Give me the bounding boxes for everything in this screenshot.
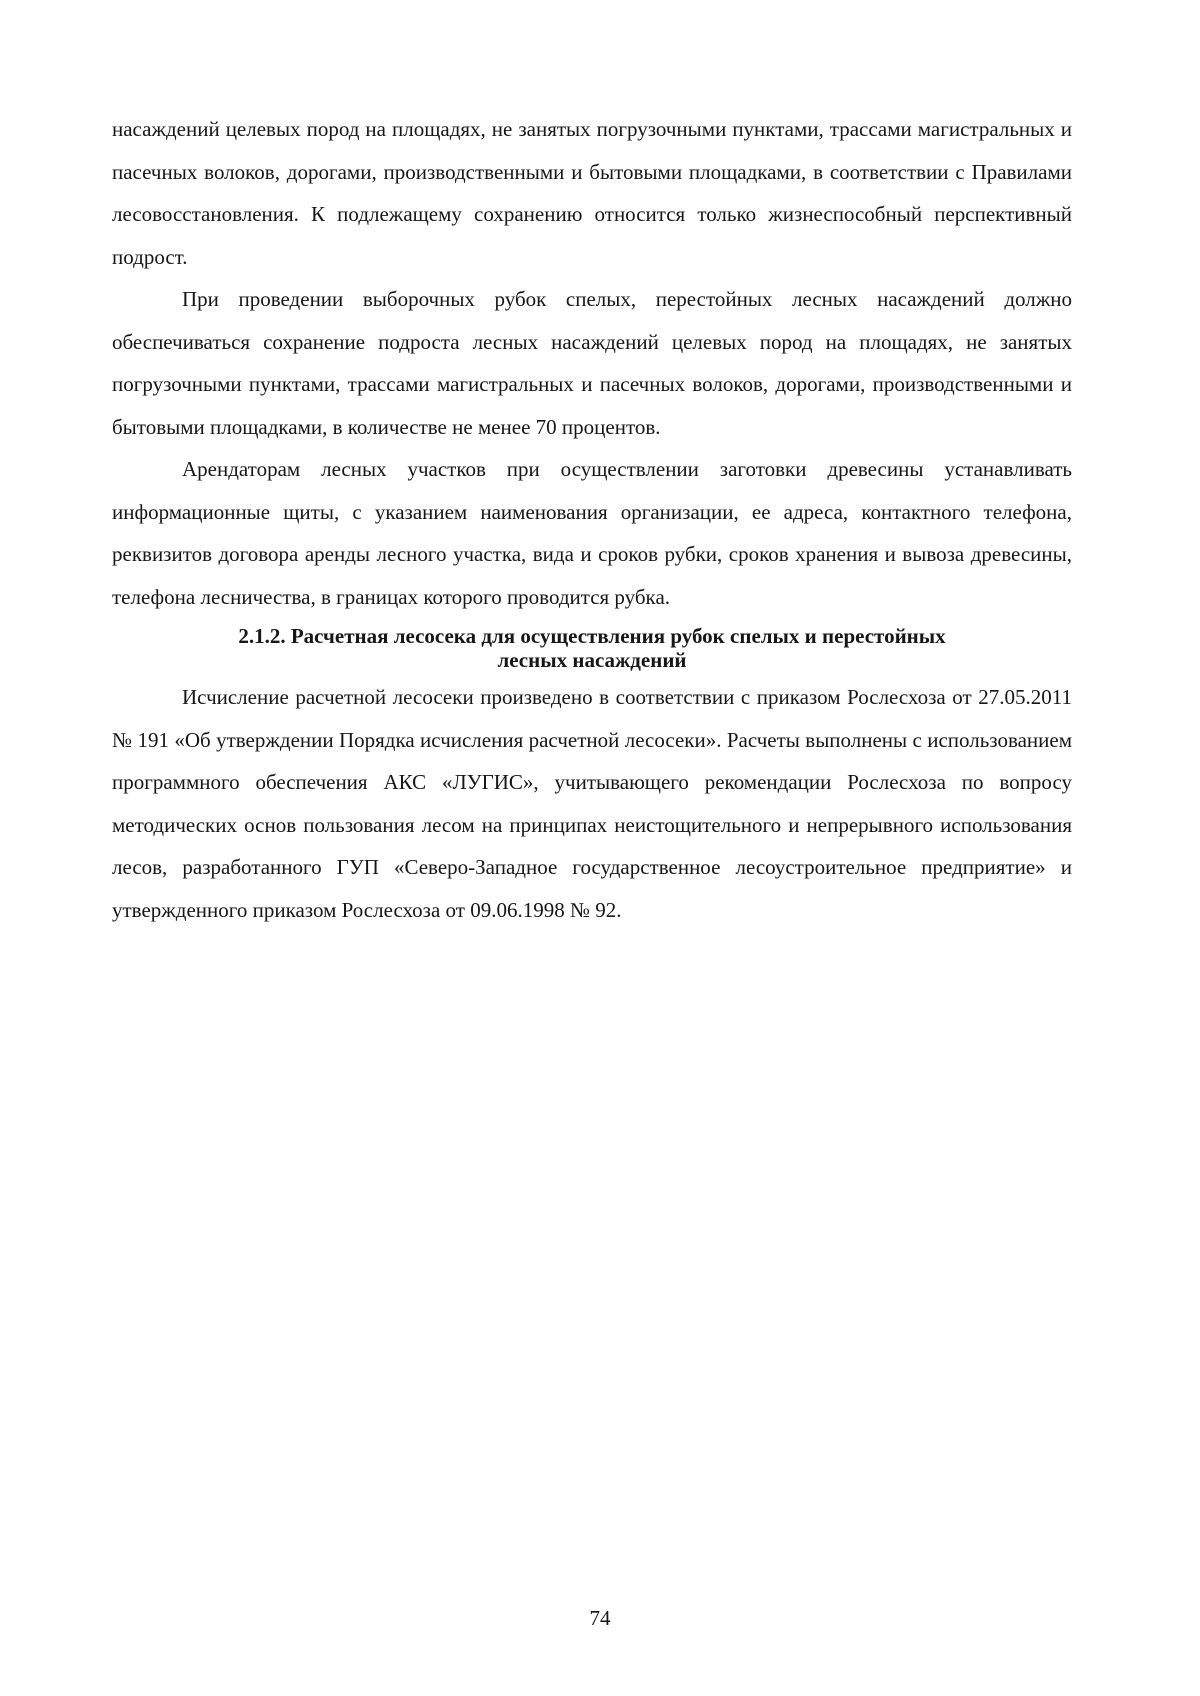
section-heading-line2: лесных насаждений <box>497 648 687 672</box>
section-heading-line1: 2.1.2. Расчетная лесосека для осуществления рубок спелых и перестойных <box>238 624 946 648</box>
paragraph-selective-felling: При проведении выборочных рубок спелых, перестойных лесных насаждений должно обеспечиваться сохранение подроста лесных насаждений целевых пород на площадях, не занятых погрузочными пунктами, трассами магистральных и пасечных волоков, дорогами, производственными и бытовыми площадками, в количестве не менее 70 процентов. <box>112 287 1072 439</box>
paragraph-continuation: насаждений целевых пород на площадях, не занятых погрузочными пунктами, трассами магистральных и пасечных волоков, дорогами, производственными и бытовыми площадками, в соответствии с Правилами лесовосстановления. К подлежащему сохранению относится только жизнеспособный перспективный подрост. <box>112 117 1072 269</box>
paragraph-allowable-cut: Исчисление расчетной лесосеки произведено в соответствии с приказом Рослесхоза от 27.05.2011 № 191 «Об утверждении Порядка исчисления расчетной лесосеки». Расчеты выполнены с использованием программного обеспечения АКС «ЛУГИС», учитывающего рекомендации Рослесхоза по вопросу методических основ пользования лесом на принципах неистощительного и непрерывного использования лесов, разработанного ГУП «Северо-Западное государственное лесоустроительное предприятие» и утвержденного приказом Рослесхоза от 09.06.1998 № 92. <box>112 685 1072 922</box>
paragraph-information-boards: Арендаторам лесных участков при осуществлении заготовки древесины устанавливать информационные щиты, с указанием наименования организации, ее адреса, контактного телефона, реквизитов договора аренды лесного участка, вида и сроков рубки, сроков хранения и вывоза древесины, телефона лесничества, в границах которого проводится рубка. <box>112 457 1072 609</box>
page-number: 74 <box>589 1606 611 1630</box>
body-text <box>112 108 1072 931</box>
section-heading <box>112 618 1072 676</box>
